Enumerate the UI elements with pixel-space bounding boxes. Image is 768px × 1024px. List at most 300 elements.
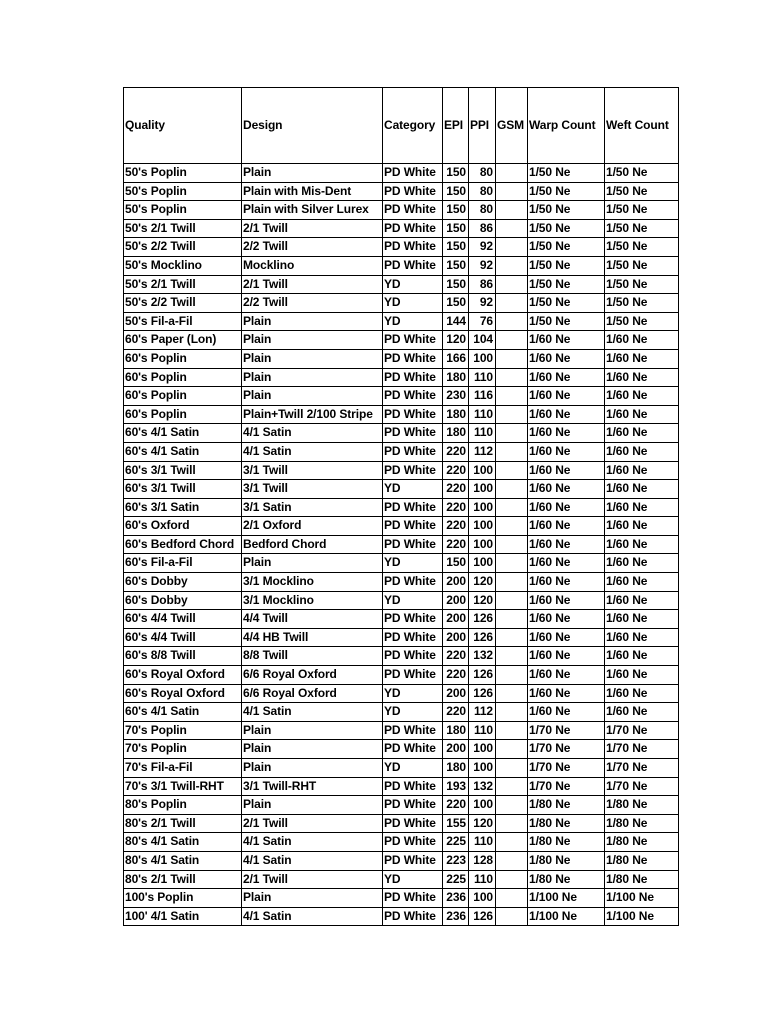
- design-cell: 4/1 Satin: [242, 442, 383, 461]
- table-row: [124, 721, 679, 740]
- weft-count-cell: 1/60 Ne: [605, 591, 679, 610]
- warp-count-cell: 1/60 Ne: [528, 703, 605, 722]
- table-row: [124, 442, 679, 461]
- ppi-cell: 110: [469, 424, 496, 443]
- header-row: [124, 88, 679, 164]
- epi-cell: 236: [443, 907, 469, 926]
- epi-cell: 150: [443, 238, 469, 257]
- gsm-cell: [496, 424, 528, 443]
- gsm-cell: [496, 703, 528, 722]
- quality-cell: 60's Poplin: [124, 368, 242, 387]
- table-row: [124, 796, 679, 815]
- epi-cell: 150: [443, 294, 469, 313]
- weft-count-cell: 1/100 Ne: [605, 907, 679, 926]
- warp-count-cell: 1/60 Ne: [528, 666, 605, 685]
- gsm-cell: [496, 238, 528, 257]
- category-cell: PD White: [383, 517, 443, 536]
- header-design: Design: [242, 88, 383, 164]
- category-cell: PD White: [383, 349, 443, 368]
- warp-count-cell: 1/50 Ne: [528, 275, 605, 294]
- table-row: [124, 405, 679, 424]
- ppi-cell: 100: [469, 796, 496, 815]
- design-cell: 3/1 Mocklino: [242, 591, 383, 610]
- table-row: [124, 238, 679, 257]
- warp-count-cell: 1/60 Ne: [528, 331, 605, 350]
- weft-count-cell: 1/60 Ne: [605, 368, 679, 387]
- quality-cell: 80's 4/1 Satin: [124, 833, 242, 852]
- epi-cell: 200: [443, 573, 469, 592]
- design-cell: Plain: [242, 889, 383, 908]
- table-row: [124, 294, 679, 313]
- design-cell: 4/1 Satin: [242, 833, 383, 852]
- table-row: [124, 703, 679, 722]
- weft-count-cell: 1/80 Ne: [605, 870, 679, 889]
- quality-cell: 50's Fil-a-Fil: [124, 312, 242, 331]
- gsm-cell: [496, 833, 528, 852]
- epi-cell: 220: [443, 796, 469, 815]
- gsm-cell: [496, 368, 528, 387]
- weft-count-cell: 1/50 Ne: [605, 238, 679, 257]
- quality-cell: 80's 2/1 Twill: [124, 814, 242, 833]
- ppi-cell: 92: [469, 256, 496, 275]
- category-cell: PD White: [383, 573, 443, 592]
- warp-count-cell: 1/50 Ne: [528, 294, 605, 313]
- quality-cell: 70's Fil-a-Fil: [124, 759, 242, 778]
- design-cell: 4/1 Satin: [242, 907, 383, 926]
- quality-cell: 100' 4/1 Satin: [124, 907, 242, 926]
- table-row: [124, 331, 679, 350]
- quality-cell: 50's Mocklino: [124, 256, 242, 275]
- ppi-cell: 126: [469, 610, 496, 629]
- epi-cell: 180: [443, 721, 469, 740]
- table-row: [124, 312, 679, 331]
- epi-cell: 220: [443, 666, 469, 685]
- category-cell: YD: [383, 870, 443, 889]
- design-cell: 3/1 Satin: [242, 498, 383, 517]
- design-cell: Mocklino: [242, 256, 383, 275]
- quality-cell: 100's Poplin: [124, 889, 242, 908]
- warp-count-cell: 1/60 Ne: [528, 424, 605, 443]
- epi-cell: 180: [443, 424, 469, 443]
- gsm-cell: [496, 442, 528, 461]
- gsm-cell: [496, 461, 528, 480]
- epi-cell: 200: [443, 591, 469, 610]
- warp-count-cell: 1/60 Ne: [528, 517, 605, 536]
- epi-cell: 150: [443, 275, 469, 294]
- quality-cell: 60's Poplin: [124, 349, 242, 368]
- epi-cell: 180: [443, 405, 469, 424]
- design-cell: Plain: [242, 368, 383, 387]
- ppi-cell: 80: [469, 164, 496, 183]
- category-cell: YD: [383, 684, 443, 703]
- weft-count-cell: 1/60 Ne: [605, 442, 679, 461]
- gsm-cell: [496, 647, 528, 666]
- warp-count-cell: 1/50 Ne: [528, 312, 605, 331]
- warp-count-cell: 1/50 Ne: [528, 201, 605, 220]
- category-cell: PD White: [383, 164, 443, 183]
- gsm-cell: [496, 814, 528, 833]
- quality-cell: 60's Bedford Chord: [124, 535, 242, 554]
- table-row: [124, 814, 679, 833]
- weft-count-cell: 1/60 Ne: [605, 405, 679, 424]
- table-row: [124, 759, 679, 778]
- weft-count-cell: 1/60 Ne: [605, 684, 679, 703]
- table-row: [124, 480, 679, 499]
- category-cell: PD White: [383, 851, 443, 870]
- ppi-cell: 120: [469, 591, 496, 610]
- quality-cell: 80's Poplin: [124, 796, 242, 815]
- gsm-cell: [496, 554, 528, 573]
- gsm-cell: [496, 182, 528, 201]
- category-cell: PD White: [383, 405, 443, 424]
- ppi-cell: 126: [469, 684, 496, 703]
- warp-count-cell: 1/50 Ne: [528, 238, 605, 257]
- design-cell: Plain+Twill 2/100 Stripe: [242, 405, 383, 424]
- ppi-cell: 100: [469, 349, 496, 368]
- epi-cell: 180: [443, 368, 469, 387]
- ppi-cell: 116: [469, 387, 496, 406]
- warp-count-cell: 1/70 Ne: [528, 759, 605, 778]
- quality-cell: 50's Poplin: [124, 201, 242, 220]
- quality-cell: 80's 4/1 Satin: [124, 851, 242, 870]
- ppi-cell: 110: [469, 870, 496, 889]
- epi-cell: 220: [443, 535, 469, 554]
- epi-cell: 150: [443, 164, 469, 183]
- design-cell: Plain: [242, 796, 383, 815]
- table-row: [124, 498, 679, 517]
- gsm-cell: [496, 517, 528, 536]
- category-cell: PD White: [383, 628, 443, 647]
- ppi-cell: 110: [469, 721, 496, 740]
- gsm-cell: [496, 294, 528, 313]
- gsm-cell: [496, 219, 528, 238]
- design-cell: Plain: [242, 759, 383, 778]
- table-row: [124, 777, 679, 796]
- category-cell: PD White: [383, 740, 443, 759]
- warp-count-cell: 1/60 Ne: [528, 573, 605, 592]
- design-cell: 4/1 Satin: [242, 851, 383, 870]
- ppi-cell: 110: [469, 368, 496, 387]
- weft-count-cell: 1/60 Ne: [605, 387, 679, 406]
- epi-cell: 155: [443, 814, 469, 833]
- epi-cell: 220: [443, 480, 469, 499]
- design-cell: Bedford Chord: [242, 535, 383, 554]
- category-cell: PD White: [383, 387, 443, 406]
- epi-cell: 220: [443, 498, 469, 517]
- gsm-cell: [496, 164, 528, 183]
- ppi-cell: 80: [469, 201, 496, 220]
- quality-cell: 60's Poplin: [124, 387, 242, 406]
- weft-count-cell: 1/60 Ne: [605, 331, 679, 350]
- table-row: [124, 591, 679, 610]
- epi-cell: 223: [443, 851, 469, 870]
- gsm-cell: [496, 628, 528, 647]
- warp-count-cell: 1/60 Ne: [528, 647, 605, 666]
- design-cell: 4/1 Satin: [242, 703, 383, 722]
- epi-cell: 180: [443, 759, 469, 778]
- quality-cell: 70's Poplin: [124, 721, 242, 740]
- design-cell: 2/1 Oxford: [242, 517, 383, 536]
- quality-cell: 60's 3/1 Twill: [124, 480, 242, 499]
- category-cell: PD White: [383, 498, 443, 517]
- ppi-cell: 100: [469, 759, 496, 778]
- quality-cell: 70's Poplin: [124, 740, 242, 759]
- weft-count-cell: 1/80 Ne: [605, 833, 679, 852]
- table-row: [124, 666, 679, 685]
- table-row: [124, 517, 679, 536]
- design-cell: 3/1 Twill: [242, 480, 383, 499]
- warp-count-cell: 1/50 Ne: [528, 164, 605, 183]
- warp-count-cell: 1/50 Ne: [528, 219, 605, 238]
- gsm-cell: [496, 201, 528, 220]
- table-row: [124, 647, 679, 666]
- design-cell: 2/2 Twill: [242, 238, 383, 257]
- header-category: Category: [383, 88, 443, 164]
- quality-cell: 50's Poplin: [124, 182, 242, 201]
- quality-cell: 70's 3/1 Twill-RHT: [124, 777, 242, 796]
- gsm-cell: [496, 610, 528, 629]
- gsm-cell: [496, 275, 528, 294]
- weft-count-cell: 1/70 Ne: [605, 740, 679, 759]
- warp-count-cell: 1/60 Ne: [528, 535, 605, 554]
- header-warp-count: Warp Count: [528, 88, 605, 164]
- weft-count-cell: 1/70 Ne: [605, 777, 679, 796]
- quality-cell: 60's 4/1 Satin: [124, 424, 242, 443]
- warp-count-cell: 1/50 Ne: [528, 182, 605, 201]
- epi-cell: 193: [443, 777, 469, 796]
- category-cell: PD White: [383, 889, 443, 908]
- gsm-cell: [496, 535, 528, 554]
- category-cell: PD White: [383, 461, 443, 480]
- weft-count-cell: 1/50 Ne: [605, 294, 679, 313]
- header-epi: EPI: [443, 88, 469, 164]
- epi-cell: 150: [443, 201, 469, 220]
- warp-count-cell: 1/70 Ne: [528, 721, 605, 740]
- gsm-cell: [496, 312, 528, 331]
- table-row: [124, 554, 679, 573]
- ppi-cell: 86: [469, 275, 496, 294]
- epi-cell: 150: [443, 256, 469, 275]
- warp-count-cell: 1/80 Ne: [528, 870, 605, 889]
- quality-cell: 50's 2/1 Twill: [124, 275, 242, 294]
- epi-cell: 220: [443, 517, 469, 536]
- design-cell: 6/6 Royal Oxford: [242, 666, 383, 685]
- quality-cell: 60's 4/4 Twill: [124, 610, 242, 629]
- table-row: [124, 275, 679, 294]
- quality-cell: 60's Dobby: [124, 591, 242, 610]
- warp-count-cell: 1/70 Ne: [528, 777, 605, 796]
- ppi-cell: 86: [469, 219, 496, 238]
- table-row: [124, 628, 679, 647]
- design-cell: 3/1 Mocklino: [242, 573, 383, 592]
- category-cell: PD White: [383, 219, 443, 238]
- gsm-cell: [496, 759, 528, 778]
- table-row: [124, 889, 679, 908]
- design-cell: Plain: [242, 349, 383, 368]
- gsm-cell: [496, 666, 528, 685]
- category-cell: PD White: [383, 796, 443, 815]
- gsm-cell: [496, 684, 528, 703]
- weft-count-cell: 1/80 Ne: [605, 796, 679, 815]
- quality-cell: 80's 2/1 Twill: [124, 870, 242, 889]
- warp-count-cell: 1/50 Ne: [528, 256, 605, 275]
- table-row: [124, 851, 679, 870]
- table-row: [124, 610, 679, 629]
- design-cell: Plain with Mis-Dent: [242, 182, 383, 201]
- gsm-cell: [496, 777, 528, 796]
- weft-count-cell: 1/50 Ne: [605, 164, 679, 183]
- epi-cell: 220: [443, 461, 469, 480]
- category-cell: YD: [383, 480, 443, 499]
- design-cell: Plain: [242, 721, 383, 740]
- epi-cell: 220: [443, 442, 469, 461]
- warp-count-cell: 1/80 Ne: [528, 796, 605, 815]
- design-cell: Plain: [242, 740, 383, 759]
- weft-count-cell: 1/50 Ne: [605, 312, 679, 331]
- ppi-cell: 132: [469, 647, 496, 666]
- quality-cell: 60's 4/4 Twill: [124, 628, 242, 647]
- table-row: [124, 870, 679, 889]
- table-row: [124, 349, 679, 368]
- epi-cell: 150: [443, 554, 469, 573]
- design-cell: Plain: [242, 164, 383, 183]
- table-row: [124, 368, 679, 387]
- table-row: [124, 535, 679, 554]
- category-cell: PD White: [383, 721, 443, 740]
- design-cell: 8/8 Twill: [242, 647, 383, 666]
- weft-count-cell: 1/60 Ne: [605, 703, 679, 722]
- gsm-cell: [496, 591, 528, 610]
- category-cell: YD: [383, 759, 443, 778]
- category-cell: PD White: [383, 907, 443, 926]
- design-cell: 4/1 Satin: [242, 424, 383, 443]
- quality-cell: 50's 2/2 Twill: [124, 294, 242, 313]
- ppi-cell: 100: [469, 535, 496, 554]
- category-cell: PD White: [383, 182, 443, 201]
- table-row: [124, 164, 679, 183]
- category-cell: PD White: [383, 833, 443, 852]
- epi-cell: 200: [443, 628, 469, 647]
- ppi-cell: 100: [469, 461, 496, 480]
- epi-cell: 220: [443, 647, 469, 666]
- design-cell: 3/1 Twill: [242, 461, 383, 480]
- ppi-cell: 104: [469, 331, 496, 350]
- ppi-cell: 126: [469, 666, 496, 685]
- warp-count-cell: 1/60 Ne: [528, 349, 605, 368]
- category-cell: YD: [383, 554, 443, 573]
- weft-count-cell: 1/60 Ne: [605, 535, 679, 554]
- ppi-cell: 100: [469, 498, 496, 517]
- weft-count-cell: 1/50 Ne: [605, 201, 679, 220]
- category-cell: PD White: [383, 442, 443, 461]
- ppi-cell: 120: [469, 573, 496, 592]
- epi-cell: 120: [443, 331, 469, 350]
- weft-count-cell: 1/60 Ne: [605, 610, 679, 629]
- table-row: [124, 387, 679, 406]
- category-cell: PD White: [383, 368, 443, 387]
- warp-count-cell: 1/80 Ne: [528, 833, 605, 852]
- gsm-cell: [496, 907, 528, 926]
- header-ppi: PPI: [469, 88, 496, 164]
- ppi-cell: 110: [469, 405, 496, 424]
- design-cell: 2/2 Twill: [242, 294, 383, 313]
- ppi-cell: 100: [469, 740, 496, 759]
- table-body: [124, 164, 679, 926]
- quality-cell: 60's Paper (Lon): [124, 331, 242, 350]
- category-cell: PD White: [383, 535, 443, 554]
- category-cell: PD White: [383, 666, 443, 685]
- category-cell: PD White: [383, 331, 443, 350]
- category-cell: PD White: [383, 814, 443, 833]
- quality-cell: 60's 8/8 Twill: [124, 647, 242, 666]
- quality-cell: 60's 4/1 Satin: [124, 703, 242, 722]
- epi-cell: 166: [443, 349, 469, 368]
- category-cell: PD White: [383, 777, 443, 796]
- ppi-cell: 112: [469, 442, 496, 461]
- weft-count-cell: 1/60 Ne: [605, 424, 679, 443]
- ppi-cell: 110: [469, 833, 496, 852]
- weft-count-cell: 1/60 Ne: [605, 498, 679, 517]
- table-row: [124, 740, 679, 759]
- weft-count-cell: 1/50 Ne: [605, 256, 679, 275]
- weft-count-cell: 1/60 Ne: [605, 573, 679, 592]
- table-row: [124, 461, 679, 480]
- weft-count-cell: 1/60 Ne: [605, 349, 679, 368]
- design-cell: Plain with Silver Lurex: [242, 201, 383, 220]
- quality-cell: 50's 2/1 Twill: [124, 219, 242, 238]
- epi-cell: 200: [443, 740, 469, 759]
- quality-cell: 60's 3/1 Twill: [124, 461, 242, 480]
- category-cell: YD: [383, 703, 443, 722]
- category-cell: YD: [383, 312, 443, 331]
- ppi-cell: 126: [469, 628, 496, 647]
- weft-count-cell: 1/50 Ne: [605, 275, 679, 294]
- weft-count-cell: 1/70 Ne: [605, 759, 679, 778]
- gsm-cell: [496, 740, 528, 759]
- design-cell: 2/1 Twill: [242, 870, 383, 889]
- ppi-cell: 80: [469, 182, 496, 201]
- header-gsm: GSM: [496, 88, 528, 164]
- warp-count-cell: 1/100 Ne: [528, 907, 605, 926]
- warp-count-cell: 1/60 Ne: [528, 387, 605, 406]
- gsm-cell: [496, 573, 528, 592]
- weft-count-cell: 1/60 Ne: [605, 517, 679, 536]
- design-cell: Plain: [242, 312, 383, 331]
- category-cell: PD White: [383, 610, 443, 629]
- epi-cell: 200: [443, 684, 469, 703]
- ppi-cell: 100: [469, 480, 496, 499]
- header-quality: Quality: [124, 88, 242, 164]
- weft-count-cell: 1/60 Ne: [605, 628, 679, 647]
- epi-cell: 225: [443, 833, 469, 852]
- gsm-cell: [496, 387, 528, 406]
- ppi-cell: 92: [469, 294, 496, 313]
- epi-cell: 230: [443, 387, 469, 406]
- design-cell: 4/4 HB Twill: [242, 628, 383, 647]
- warp-count-cell: 1/60 Ne: [528, 610, 605, 629]
- category-cell: PD White: [383, 424, 443, 443]
- quality-cell: 60's Poplin: [124, 405, 242, 424]
- weft-count-cell: 1/70 Ne: [605, 721, 679, 740]
- epi-cell: 225: [443, 870, 469, 889]
- ppi-cell: 92: [469, 238, 496, 257]
- warp-count-cell: 1/60 Ne: [528, 442, 605, 461]
- design-cell: 4/4 Twill: [242, 610, 383, 629]
- table-row: [124, 201, 679, 220]
- warp-count-cell: 1/80 Ne: [528, 814, 605, 833]
- weft-count-cell: 1/60 Ne: [605, 461, 679, 480]
- warp-count-cell: 1/60 Ne: [528, 591, 605, 610]
